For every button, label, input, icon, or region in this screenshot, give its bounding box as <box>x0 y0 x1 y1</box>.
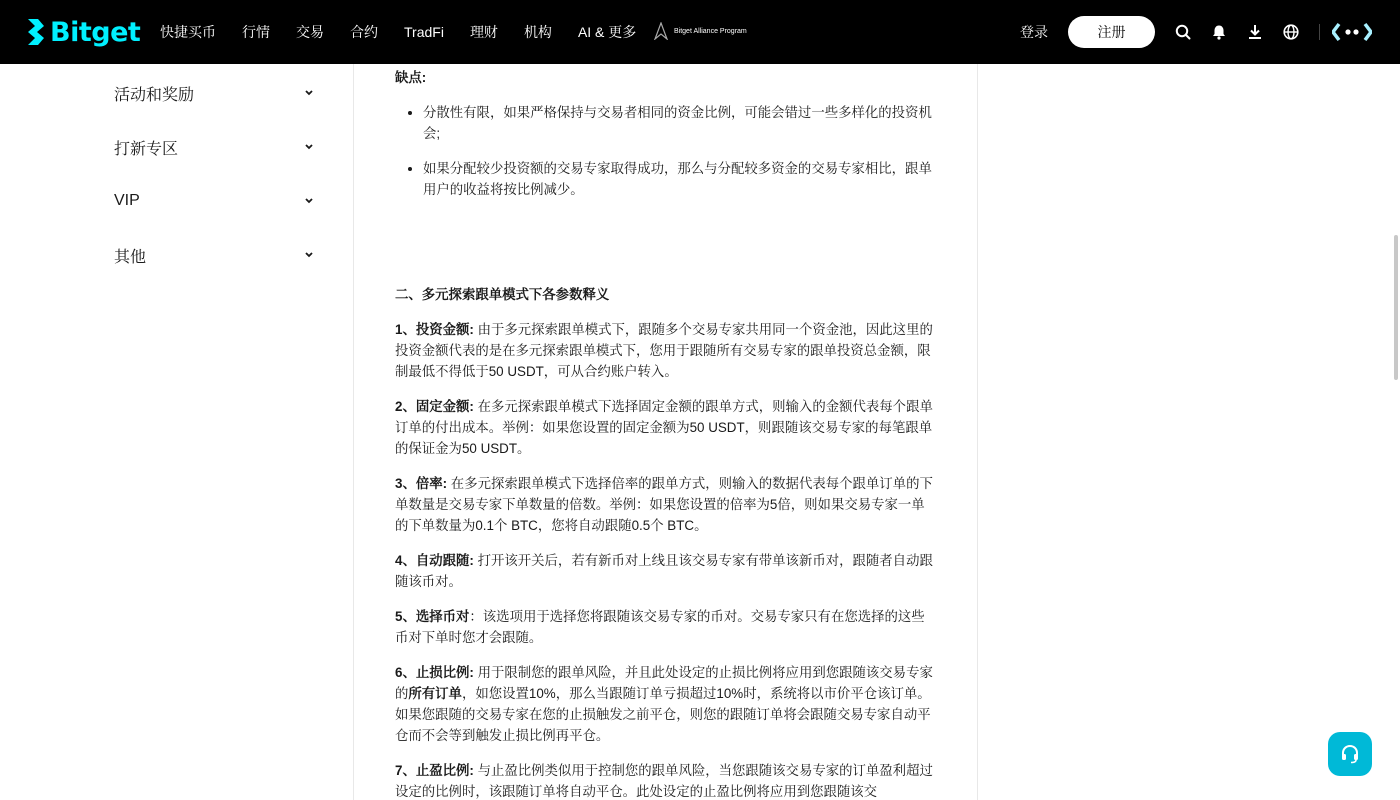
param-text: 用于限制您的跟单风险，并且此处设定的止损比例将应用到您跟随该交易专家的 <box>395 665 933 701</box>
alliance-icon <box>654 22 668 40</box>
param-text: 与止盈比例类似用于控制您的跟单风险，当您跟随该交易专家的订单盈利超过设定的比例时，该跟随订单将自动平仓。此处设定的止盈比例将应用到您跟随该交 <box>395 763 933 799</box>
sidebar-item-vip[interactable] <box>114 189 314 213</box>
param-term: 2、固定金额: <box>395 399 474 414</box>
register-button[interactable]: 注册 <box>1068 16 1155 48</box>
param-paragraph <box>395 396 937 459</box>
download-icon[interactable] <box>1245 22 1265 42</box>
nav-earn[interactable]: 理财 <box>469 24 498 40</box>
article-content <box>355 64 978 800</box>
main-nav <box>160 0 662 64</box>
param-paragraph <box>395 319 937 382</box>
list-item: • 如果分配较少投资额的交易专家取得成功，那么与分配较多资金的交易专家相比，跟单用户的收益将按比例减少。 <box>423 158 933 200</box>
param-text: ，如您设置10%，那么当跟随订单亏损超过10%时，系统将以市价平仓该订单。 如果您跟随的交易专家在您的止损触发之前平仓，则您的跟随订单将会跟随交易专家自动平仓而不会等到触发止损比例再平仓。 <box>395 686 931 743</box>
param-text: 打开该开关后，若有新币对上线且该交易专家有带单该新币对，跟随者自动跟随该币对。 <box>395 553 933 589</box>
param-paragraph <box>395 550 937 592</box>
globe-icon[interactable] <box>1281 22 1301 42</box>
list-item: • 分散性有限，如果严格保持与交易者相同的资金比例，可能会错过一些多样化的投资机会; <box>423 102 933 144</box>
alliance-program-link[interactable] <box>654 22 747 40</box>
param-term: 3、倍率: <box>395 476 448 491</box>
param-text: 由于多元探索跟单模式下，跟随多个交易专家共用同一个资金池，因此这里的投资金额代表的是在多元探索跟单模式下，您用于跟随所有交易专家的跟单投资总金额，限制最低不得低于50 USDT，可从合约账户转入。 <box>395 322 933 379</box>
header-divider <box>1319 24 1320 40</box>
chevron-down-icon <box>304 196 314 206</box>
brand-icon[interactable] <box>1332 22 1372 47</box>
sidebar-item-label: VIP <box>114 192 140 209</box>
param-paragraph <box>395 606 937 648</box>
top-navigation-bar <box>0 0 1400 64</box>
help-center-sidebar <box>0 64 354 800</box>
param-term: 5、选择币对 <box>395 609 470 624</box>
nav-markets[interactable]: 行情 <box>242 24 270 40</box>
param-term: 6、止损比例: <box>395 665 474 680</box>
nav-institutional[interactable]: 机构 <box>523 24 552 40</box>
cons-heading: 缺点: <box>395 70 427 85</box>
sidebar-item-label: 活动和奖励 <box>114 86 195 104</box>
headset-icon <box>1339 743 1361 765</box>
logo-text: Bitget <box>50 16 141 48</box>
param-term: 7、止盈比例: <box>395 763 474 778</box>
nav-ai-more[interactable]: AI & 更多 <box>577 24 637 40</box>
sidebar-item-label: 其他 <box>114 248 147 266</box>
chevron-down-icon <box>304 250 314 260</box>
param-text: 在多元探索跟单模式下选择固定金额的跟单方式，则输入的金额代表每个跟单订单的付出成本。举例：如果您设置的固定金额为50 USDT，则跟随该交易专家的每笔跟单的保证金为50 USDT。 <box>395 399 933 456</box>
chevron-down-icon <box>304 142 314 152</box>
cons-list <box>423 102 933 214</box>
nav-quick-buy[interactable]: 快捷买币 <box>160 24 216 40</box>
sidebar-item-activities[interactable] <box>114 81 314 105</box>
customer-support-button[interactable] <box>1328 732 1372 776</box>
nav-tradfi[interactable]: TradFi <box>404 24 444 40</box>
param-paragraph <box>395 473 937 536</box>
param-term: 4、自动跟随: <box>395 553 474 568</box>
sidebar-item-other[interactable] <box>114 243 314 267</box>
param-paragraph <box>395 662 937 746</box>
bitget-logo-icon <box>24 17 48 47</box>
param-emphasis: 所有订单 <box>408 686 462 701</box>
bitget-logo[interactable] <box>24 16 140 48</box>
param-paragraph <box>395 760 937 800</box>
alliance-label: Bitget Alliance Program <box>674 27 747 35</box>
search-icon[interactable] <box>1173 22 1193 42</box>
param-text: ：该选项用于选择您将跟随该交易专家的币对。交易专家只有在您选择的这些币对下单时您才会跟随。 <box>395 609 925 645</box>
page-scrollbar[interactable] <box>1394 235 1398 380</box>
bell-icon[interactable] <box>1209 22 1229 42</box>
param-text: 在多元探索跟单模式下选择倍率的跟单方式，则输入的数据代表每个跟单订单的下单数量是交易专家下单数量的倍数。举例：如果您设置的倍率为5倍，则如果交易专家一单的下单数量为0.1个 BTC，您将自动跟随0.5个 BTC。 <box>395 476 933 533</box>
param-term: 1、投资金额: <box>395 322 474 337</box>
section-title: 二、多元探索跟单模式下各参数释义 <box>395 287 610 302</box>
nav-futures[interactable]: 合约 <box>350 24 378 40</box>
login-link[interactable]: 登录 <box>1020 24 1048 40</box>
sidebar-item-launchpad[interactable] <box>114 135 314 159</box>
nav-trade[interactable]: 交易 <box>296 24 324 40</box>
sidebar-item-label: 打新专区 <box>114 140 179 158</box>
chevron-down-icon <box>304 88 314 98</box>
